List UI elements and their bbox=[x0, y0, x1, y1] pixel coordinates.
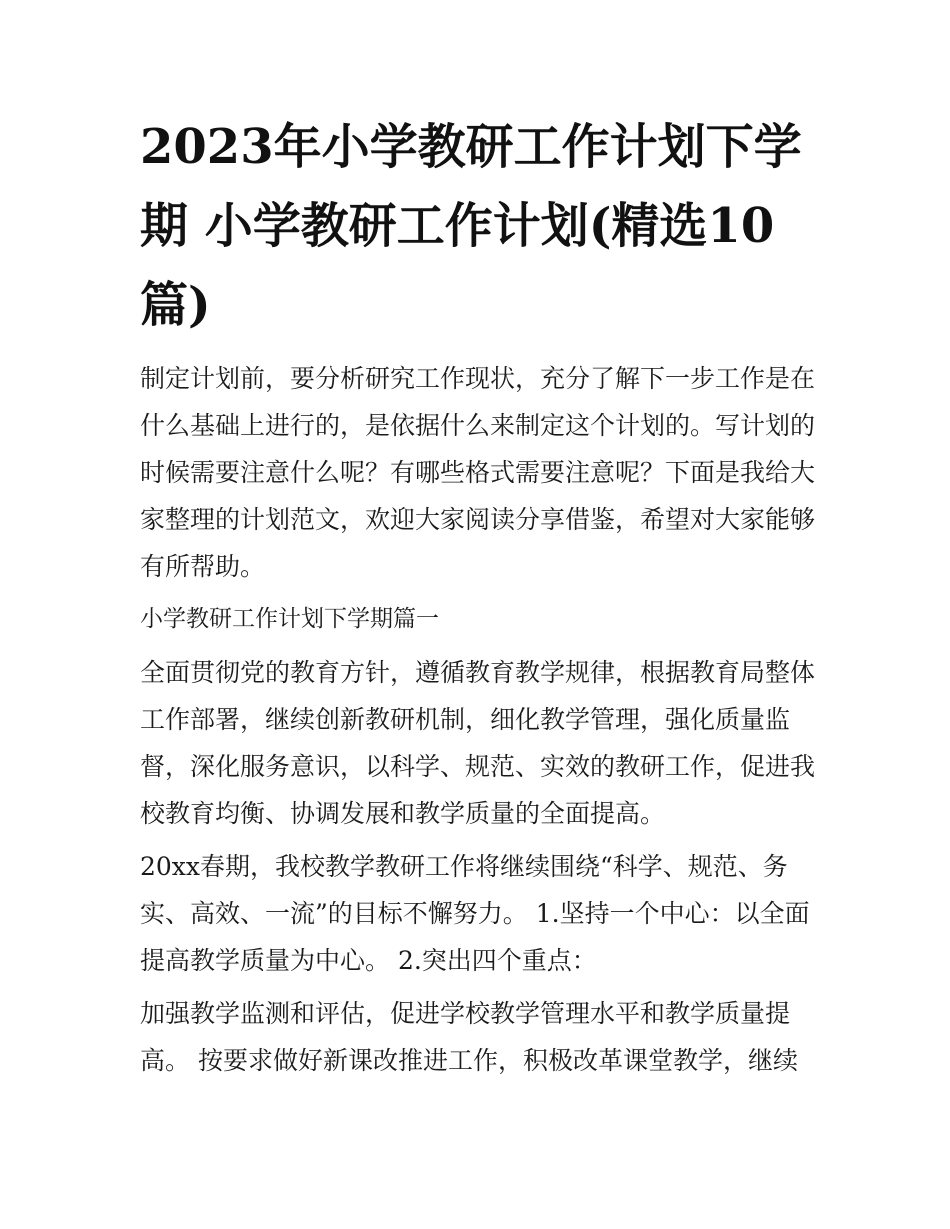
body-paragraph-1: 全面贯彻党的教育方针，遵循教育教学规律，根据教育局整体工作部署，继续创新教研机制，细化教学管理，强化质量监督，深化服务意识，以科学、规范、实效的教研工作，促进我校教育均衡、协调发展和教学质量的全面提高。 bbox=[140, 658, 816, 828]
body-paragraph-2: 20xx春期，我校教学教研工作将继续围绕“科学、规范、务实、高效、一流”的目标不懈努力。 1.坚持一个中心：以全面提高教学质量为中心。 2.突出四个重点： bbox=[140, 852, 810, 975]
intro-paragraph: 制定计划前，要分析研究工作现状，充分了解下一步工作是在什么基础上进行的，是依据什么来制定这个计划的。写计划的时候需要注意什么呢？有哪些格式需要注意呢？下面是我给大家整理的计划范文，欢迎大家阅读分享借鉴，希望对大家能够有所帮助。 bbox=[140, 364, 816, 581]
body-paragraph-3: 加强教学监测和评估，促进学校教学管理水平和教学质量提高。 按要求做好新课改推进工作，积极改革课堂教学，继续 bbox=[140, 999, 798, 1075]
document-title: 2023年小学教研工作计划下学期 小学教研工作计划(精选10篇) bbox=[140, 119, 802, 333]
section-heading: 小学教研工作计划下学期篇一 bbox=[140, 606, 439, 632]
document-body bbox=[140, 355, 820, 1090]
